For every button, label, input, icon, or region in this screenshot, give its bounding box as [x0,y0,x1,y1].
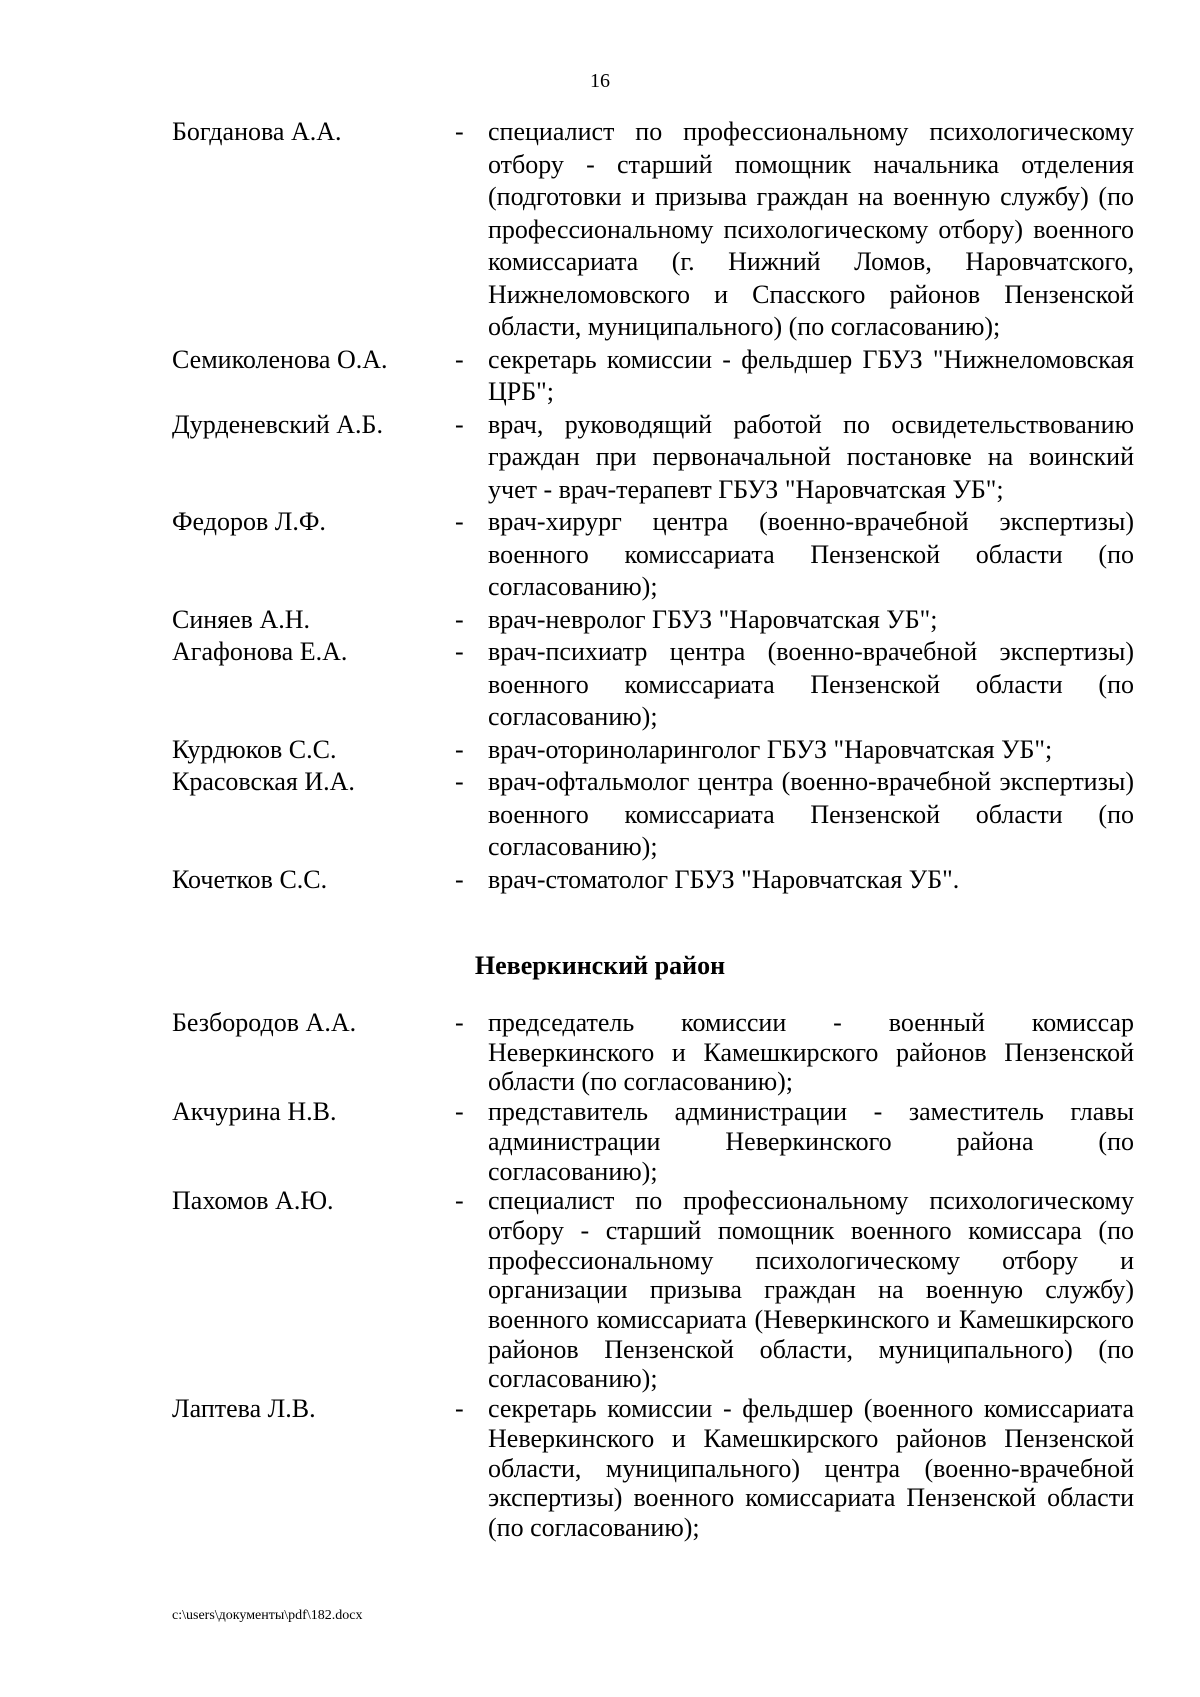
footer-file-path: c:\users\документы\pdf\182.docx [172,1608,363,1623]
dash-separator: - [455,1008,464,1037]
member-name: Безбородов А.А. [172,1008,357,1037]
member-name: Синяев А.Н. [172,604,310,634]
dash-separator: - [455,117,464,146]
member-role: секретарь комиссии - фельдшер (военного комиссариата Неверкинского и Камешкирского районов Пензенской области, муниципального) центра (военно-врачебной экспертизы) военного комиссариата Пензенской области (по согласованию); [488,1394,1134,1542]
dash-separator: - [455,409,464,439]
member-name: Акчурина Н.В. [172,1097,337,1127]
member-row [172,1186,1134,1394]
dash-separator: - [455,604,464,634]
member-name: Богданова А.А. [172,117,342,146]
commission-list-top [172,116,1134,896]
dash-separator: - [455,1186,464,1216]
member-name: Федоров Л.Ф. [172,507,326,536]
member-name: Дурденевский А.Б. [172,409,383,439]
dash-separator: - [455,767,464,796]
commission-list-bottom [172,1008,1134,1543]
member-role: врач-хирург центра (военно-врачебной экспертизы) военного комиссариата Пензенской области (по согласованию); [488,507,1134,601]
dash-separator: - [455,864,464,894]
member-role: специалист по профессиональному психологическому отбору - старший помощник военного комиссара (по профессиональному психологическому отбору и организации призыва граждан на военную службу) военного комиссариата (Неверкинского и Камешкирского районов Пензенской области, муниципального) (по согласованию); [488,1186,1134,1394]
member-name: Семиколенова О.А. [172,344,388,374]
member-name: Лаптева Л.В. [172,1394,316,1424]
member-role: врач-стоматолог ГБУЗ "Наровчатская УБ". [488,864,960,894]
dash-separator: - [455,1394,464,1424]
member-name: Кочетков С.С. [172,864,328,894]
member-row [172,1394,1134,1543]
member-row [172,766,1134,864]
member-row [172,734,1134,767]
member-role: врач-невролог ГБУЗ "Наровчатская УБ"; [488,604,938,634]
dash-separator: - [455,734,464,764]
page-number: 16 [590,70,610,92]
member-row [172,864,1134,897]
section-heading: Неверкинский район [474,951,726,980]
member-role: врач-оториноларинголог ГБУЗ "Наровчатская УБ"; [488,734,1053,764]
member-name: Пахомов А.Ю. [172,1186,334,1216]
member-role: секретарь комиссии - фельдшер ГБУЗ "Нижнеломовская ЦРБ"; [488,344,1134,406]
member-role: председатель комиссии - военный комиссар Неверкинского и Камешкирского районов Пензенской области (по согласованию); [488,1008,1134,1097]
member-row [172,1097,1134,1186]
member-row [172,506,1134,604]
member-name: Красовская И.А. [172,767,355,796]
member-role: врач-офтальмолог центра (военно-врачебной экспертизы) военного комиссариата Пензенской области (по согласованию); [488,767,1134,861]
member-name: Агафонова Е.А. [172,637,348,666]
member-role: представитель администрации - заместитель главы администрации Неверкинского района (по согласованию); [488,1097,1134,1186]
member-row [172,1008,1134,1097]
member-role: специалист по профессиональному психологическому отбору - старший помощник начальника отделения (подготовки и призыва граждан на военную службу) (по профессиональному психологическому отбору) военного комиссариата (г. Нижний Ломов, Наровчатского, Нижнеломовского и Спасского районов Пензенской области, муниципального) (по согласованию); [488,117,1134,341]
member-role: врач, руководящий работой по освидетельствованию граждан при первоначальной постановке на воинский учет - врач-терапевт ГБУЗ "Наровчатская УБ"; [488,409,1134,504]
member-row [172,409,1134,507]
dash-separator: - [455,637,464,666]
member-row [172,344,1134,409]
member-name: Курдюков С.С. [172,734,337,764]
dash-separator: - [455,1097,464,1127]
member-row [172,116,1134,344]
dash-separator: - [455,507,464,536]
member-row [172,604,1134,637]
dash-separator: - [455,344,464,374]
member-row [172,636,1134,734]
member-role: врач-психиатр центра (военно-врачебной экспертизы) военного комиссариата Пензенской области (по согласованию); [488,637,1134,731]
